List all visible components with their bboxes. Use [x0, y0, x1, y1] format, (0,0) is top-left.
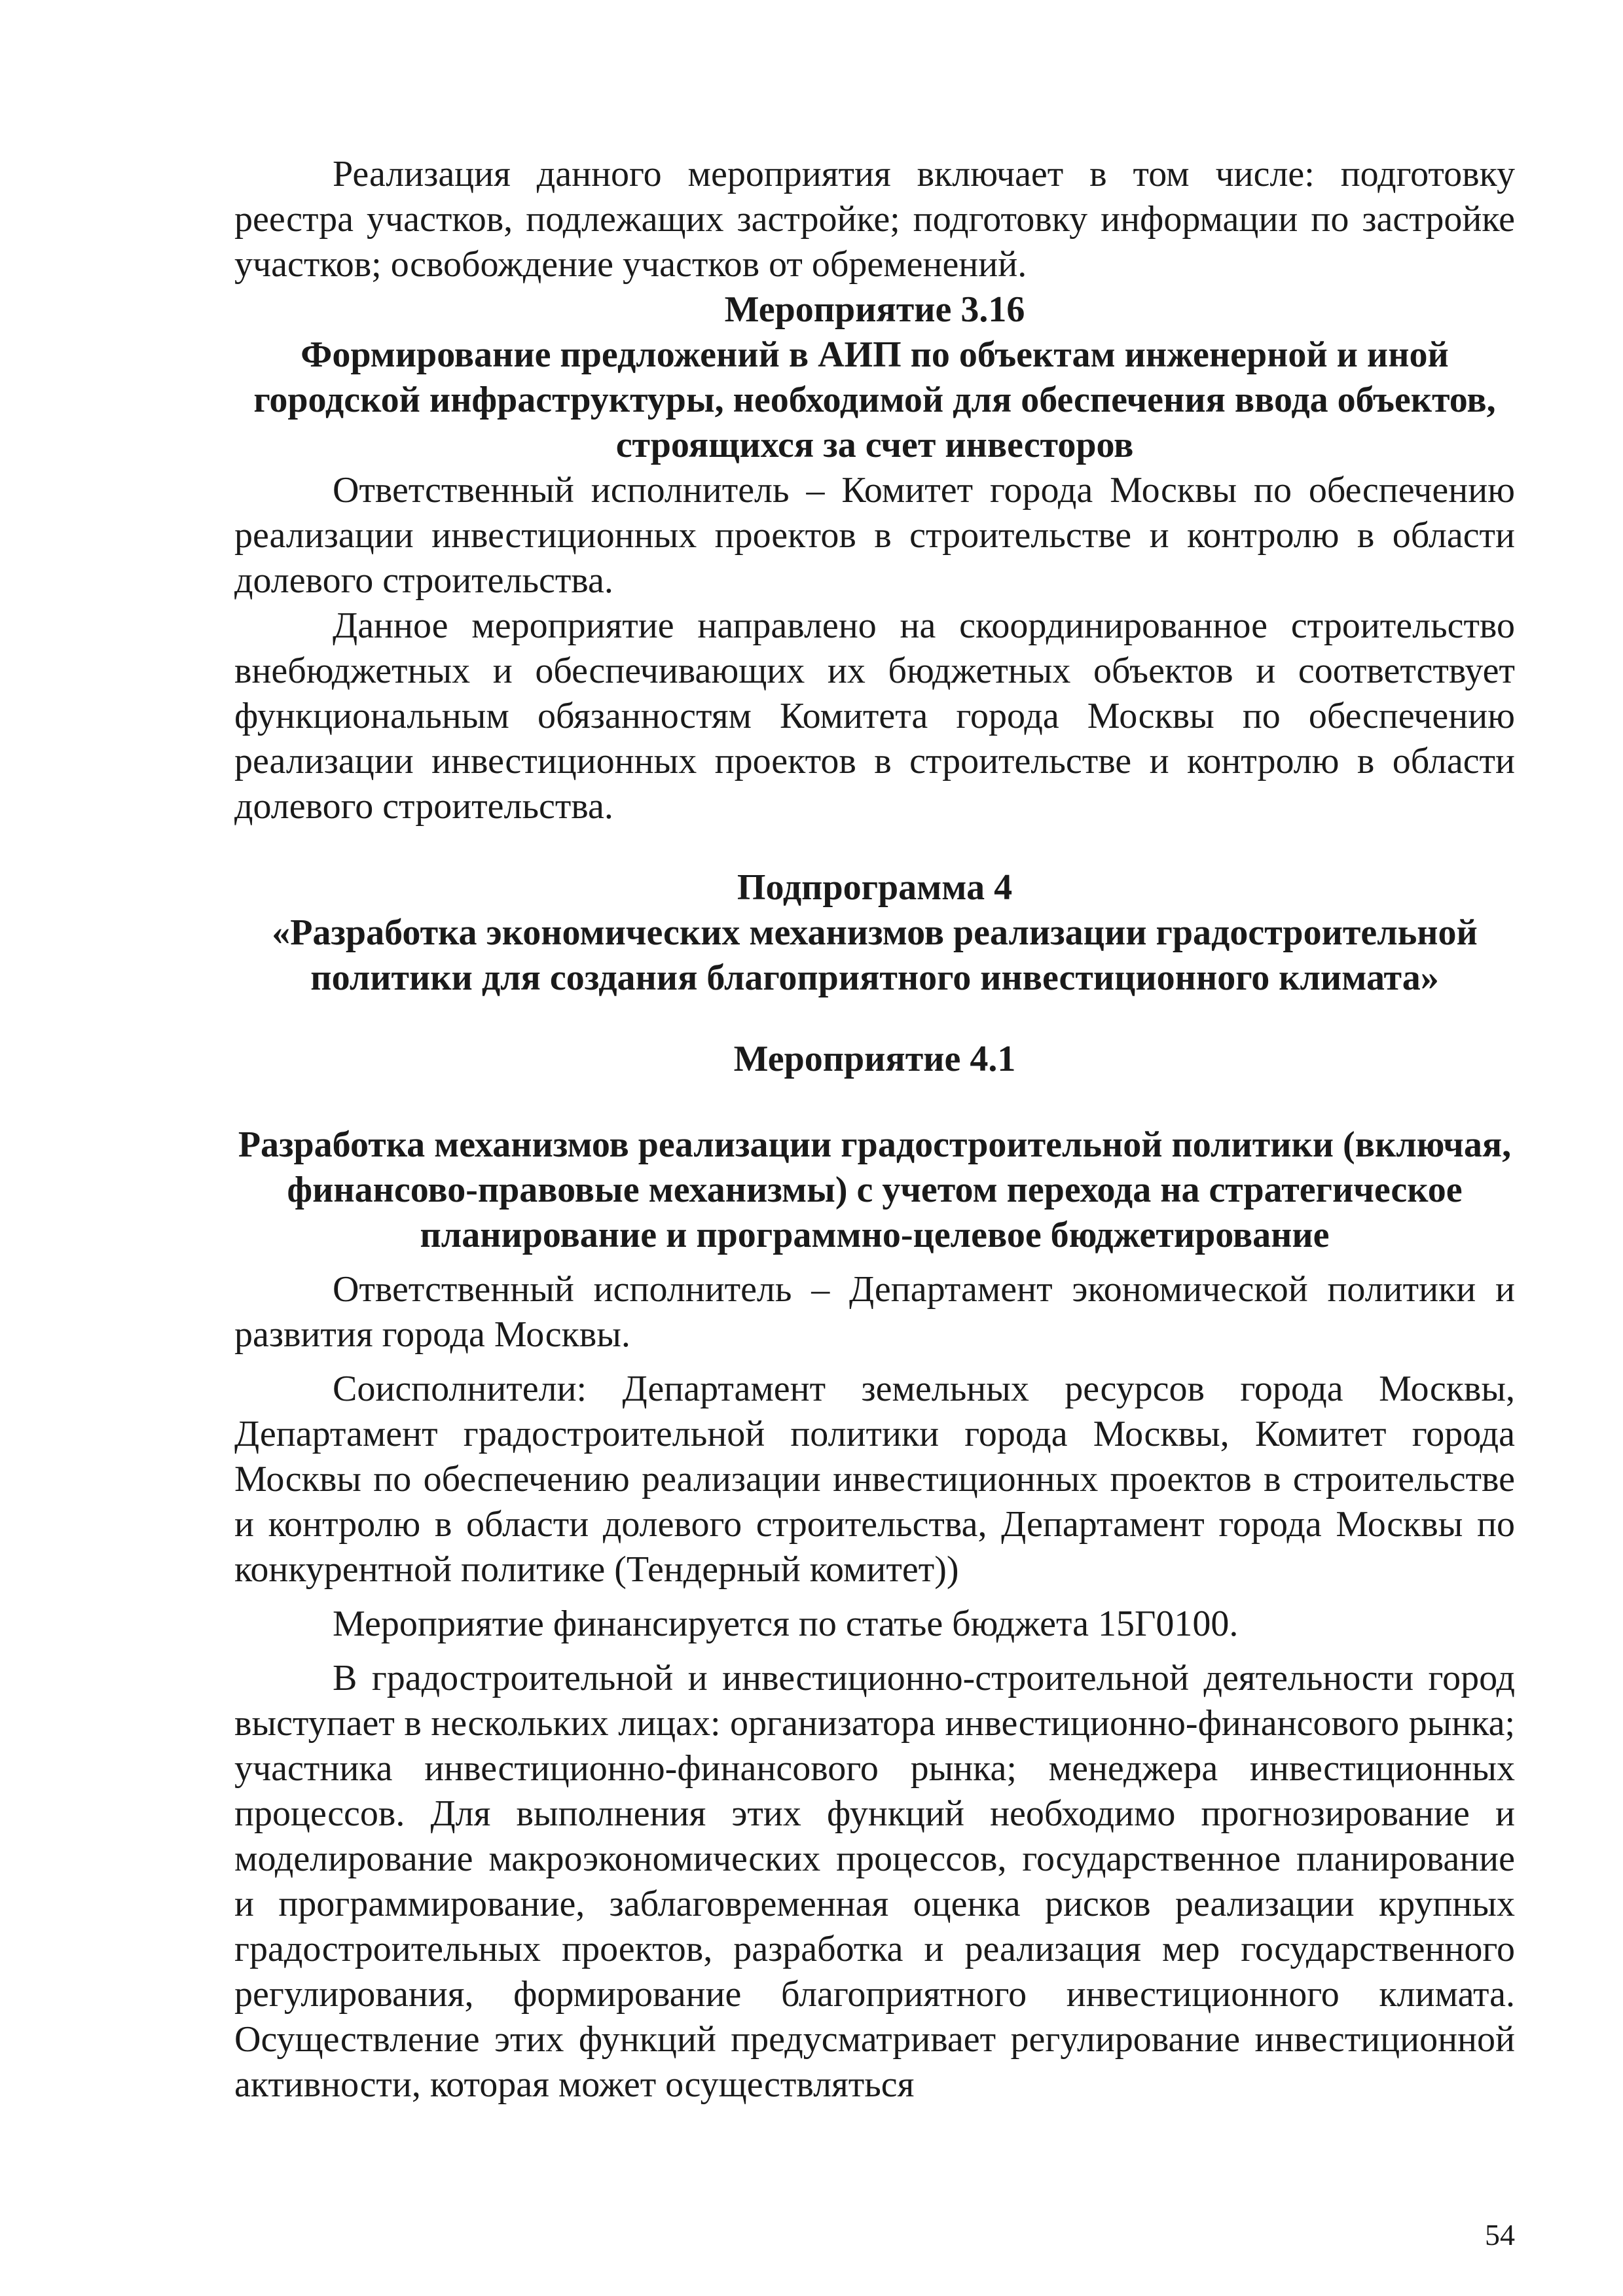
spacer [234, 1001, 1515, 1037]
heading-measure-4-1: Мероприятие 4.1 [733, 1039, 1016, 1079]
heading-measure-3-16-title: Формирование предложений в АИП по объектам инженерной и иной городской инфраструктуры, необходимой для обеспечения ввода объектов, строящихся за счет инвесторов [253, 334, 1496, 465]
paragraph-registry: Реализация данного мероприятия включает в том числе: подготовку реестра участков, подлежащих застройке; подготовку информации по застройке участков; освобождение участков от обременений. [234, 154, 1515, 285]
spacer [234, 1357, 1515, 1367]
paragraph-responsible-department: Ответственный исполнитель – Департамент экономической политики и развития города Москвы. [234, 1269, 1515, 1355]
heading-measure-3-16: Мероприятие 3.16 [724, 289, 1025, 330]
spacer [234, 829, 1515, 865]
spacer [234, 1592, 1515, 1602]
spacer [234, 1647, 1515, 1656]
page-number: 54 [1485, 2218, 1515, 2251]
heading-subprogram-4-title: «Разработка экономических механизмов реализации градостроительной политики для создания благоприятного инвестиционного климата» [272, 912, 1478, 998]
spacer [234, 1082, 1515, 1122]
heading-measure-4-1-title: Разработка механизмов реализации градостроительной политики (включая, финансово-правовые механизмы) с учетом перехода на стратегическое планирование и программно-целевое бюджетирование [238, 1124, 1512, 1255]
paragraph-city-roles: В градостроительной и инвестиционно-строительной деятельности город выступает в нескольких лицах: организатора инвестиционно-финансового рынка; участника инвестиционно-финансового рынка; менеджера инвестиционных процессов. Для выполнения этих функций необходимо прогнозирование и моделирование макроэкономических процессов, государственное планирование и программирование, заблаговременная оценка рисков реализации крупных градостроительных проектов, разработка и реализация мер государственного регулирования, формирование благоприятного инвестиционного климата. Осуществление этих функций предусматривает регулирование инвестиционной активности, которая может осуществляться [234, 1658, 1515, 2105]
spacer [234, 1258, 1515, 1267]
document-page [234, 152, 1515, 2108]
paragraph-coordinated-construction: Данное мероприятие направлено на скоординированное строительство внебюджетных и обеспечивающих их бюджетных объектов и соответствует функциональным обязанностям Комитета города Москвы по обеспечению реализации инвестиционных проектов в строительстве и контролю в области долевого строительства. [234, 605, 1515, 827]
paragraph-responsible-committee: Ответственный исполнитель – Комитет города Москвы по обеспечению реализации инвестиционных проектов в строительстве и контролю в области долевого строительства. [234, 470, 1515, 601]
paragraph-co-executors: Соисполнители: Департамент земельных ресурсов города Москвы, Департамент градостроительной политики города Москвы, Комитет города Москвы по обеспечению реализации инвестиционных проектов в строительстве и контролю в области долевого строительства, Департамент города Москвы по конкурентной политике (Тендерный комитет)) [234, 1369, 1515, 1590]
paragraph-financing: Мероприятие финансируется по статье бюджета 15Г0100. [333, 1604, 1239, 1644]
heading-subprogram-4: Подпрограмма 4 [737, 867, 1013, 908]
